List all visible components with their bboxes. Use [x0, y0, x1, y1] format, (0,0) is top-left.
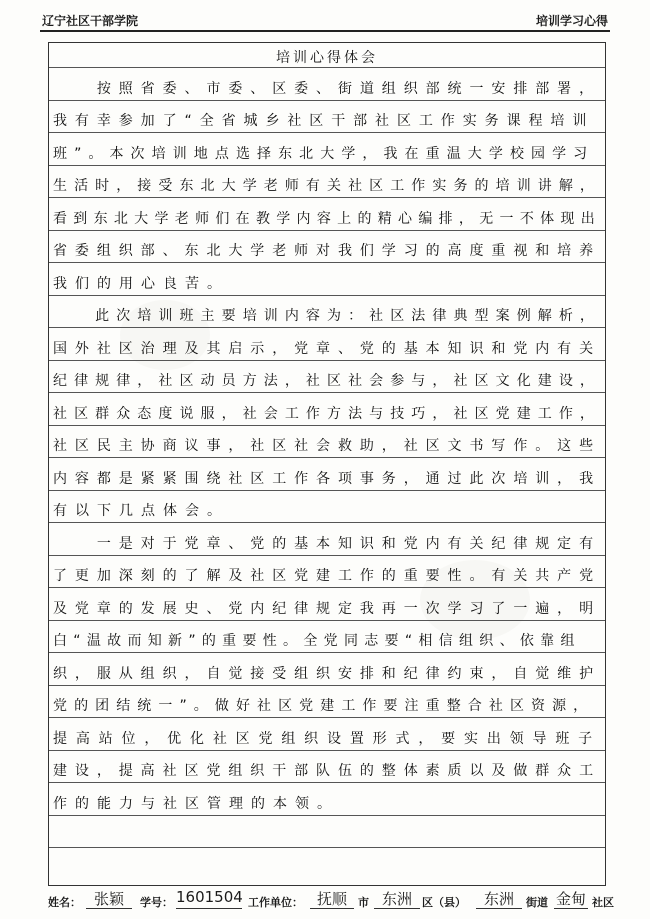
- essay-line: 及党章的发展史、党内纪律规定我再一次学习了一遍，明: [53, 600, 601, 617]
- essay-line: 社区民主协商议事，社区社会救助，社区文书写作。这些: [53, 438, 601, 454]
- district-value: 东洲: [374, 888, 420, 909]
- essay-line: 织，服从组织，自觉接受组织安排和纪律约束，自觉维护: [53, 665, 601, 682]
- essay-line: 一是对于党章、党的基本知识和党内有关纪律规定有: [53, 535, 601, 552]
- essay-line: 有以下几点体会。: [53, 503, 229, 519]
- essay-line: 我们的用心良苦。: [53, 275, 229, 292]
- header-institution: 辽宁社区干部学院: [42, 14, 139, 28]
- essay-line: 国外社区治理及其启示，党章、党的基本知识和党内有关: [53, 340, 601, 357]
- ruled-line: [49, 847, 605, 848]
- essay-line: 我有幸参加了“全省城乡社区干部社区工作实务课程培训: [53, 113, 595, 129]
- name-label: 姓名：: [48, 896, 81, 909]
- street-value: 东洲: [476, 888, 522, 909]
- essay-line: 纪律规律，社区动员方法，社区社会参与，社区文化建设，: [53, 373, 601, 389]
- essay-line: 此次培训班主要培训内容为：社区法律典型案例解析，: [53, 308, 601, 324]
- essay-line: 作的能力与社区管理的本领。: [53, 795, 339, 812]
- page-header: [40, 8, 610, 32]
- work-unit-label: 工作单位：: [248, 896, 303, 909]
- ruled-line: [49, 67, 605, 68]
- essay-line: 省委组织部、东北大学老师对我们学习的高度重视和培养: [53, 243, 601, 259]
- community-value: 金甸: [555, 890, 586, 908]
- essay-line: 社区群众态度说服，社会工作方法与技巧，社区党建工作，: [53, 405, 601, 422]
- essay-line: 提高站位，优化社区党组织设置形式，要实出领导班子: [53, 730, 601, 747]
- essay-line: 班”。本次培训地点选择东北大学，我在重温大学校园学习: [53, 145, 595, 162]
- community-suffix: 社区: [592, 896, 614, 909]
- signature-footer: [48, 888, 614, 912]
- street-suffix: 街道: [526, 896, 548, 909]
- district-suffix: 区（县）: [422, 896, 466, 909]
- essay-line: 了更加深刻的了解及社区党建工作的重要性。有关共产党: [53, 568, 601, 584]
- header-doc-type: 培训学习心得: [535, 14, 608, 28]
- ruled-sheet: [48, 42, 606, 886]
- essay-line: 建设，提高社区党组织干部队伍的整体素质以及做群众工: [53, 763, 601, 779]
- essay-line: 生活时，接受东北大学老师有关社区工作实务的培训讲解，: [53, 178, 601, 194]
- student-id-value: 1601504: [176, 888, 242, 909]
- city-suffix: 市: [358, 896, 369, 909]
- essay-line: 内容都是紧紧围绕社区工作各项事务，通过此次培训，我: [53, 470, 601, 487]
- essay-line: 按照省委、市委、区委、街道组织部统一安排部署，: [53, 80, 601, 97]
- student-id-label: 学号：: [140, 896, 173, 909]
- city-value: 抚顺: [310, 888, 354, 909]
- name-value: 张颖: [86, 888, 132, 909]
- essay-line: 看到东北大学老师们在教学内容上的精心编排，无一不体现出: [53, 210, 601, 227]
- essay-title: 培训心得体会: [276, 50, 378, 66]
- essay-line: 白“温故而知新”的重要性。全党同志要“相信组织、依靠组: [53, 633, 581, 649]
- essay-line: 党的团结统一”。做好社区党建工作要注重整合社区资源，: [53, 698, 595, 714]
